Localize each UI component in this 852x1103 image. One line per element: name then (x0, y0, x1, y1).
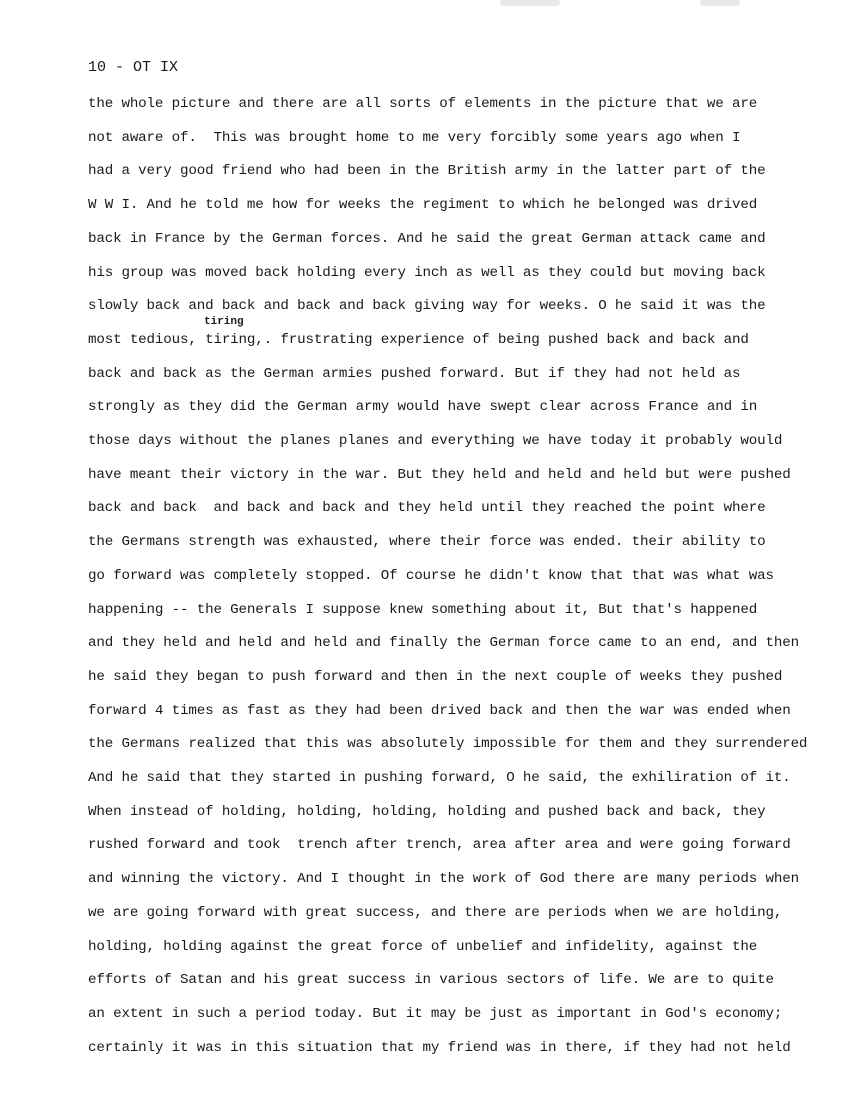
text-line: back and back as the German armies pushed forward. But if they had not held as (88, 366, 741, 382)
text-line: had a very good friend who had been in the British army in the latter part of the (88, 163, 766, 179)
text-line: slowly back and back and back and back giving way for weeks. O he said it was the (88, 298, 766, 314)
text-line: W W I. And he told me how for weeks the regiment to which he belonged was drived (88, 197, 758, 213)
scan-smudge (500, 0, 560, 6)
text-line: strongly as they did the German army would have swept clear across France and in (88, 399, 758, 415)
text-line: an extent in such a period today. But it may be just as important in God's economy; (88, 1006, 783, 1022)
text-line: his group was moved back holding every inch as well as they could but moving back (88, 265, 766, 281)
text-line: happening -- the Generals I suppose knew something about it, But that's happened (88, 602, 758, 618)
text-line: he said they began to push forward and then in the next couple of weeks they pushed (88, 669, 783, 685)
text-line: When instead of holding, holding, holding, holding and pushed back and back, they (88, 804, 766, 820)
text-line: the Germans strength was exhausted, where their force was ended. their ability to (88, 534, 766, 550)
text-line: those days without the planes planes and everything we have today it probably would (88, 433, 783, 449)
text-line: efforts of Satan and his great success in various sectors of life. We are to quite (88, 972, 774, 988)
text-line: rushed forward and took trench after trench, area after area and were going forward (88, 837, 791, 853)
text-line: certainly it was in this situation that my friend was in there, if they had not held (88, 1040, 791, 1056)
text-line: holding, holding against the great force of unbelief and infidelity, against the (88, 939, 758, 955)
text-line: have meant their victory in the war. But they held and held and held but were pushed (88, 467, 791, 483)
text-line: and they held and held and held and finally the German force came to an end, and then (88, 635, 799, 651)
text-line: the Germans realized that this was absolutely impossible for them and they surrendered (88, 736, 808, 752)
text-line: go forward was completely stopped. Of course he didn't know that that was what was (88, 568, 774, 584)
text-line: and winning the victory. And I thought in the work of God there are many periods when (88, 871, 799, 887)
text-line: back and back and back and back and they held until they reached the point where (88, 500, 766, 516)
text-line: forward 4 times as fast as they had been drived back and then the war was ended when (88, 703, 791, 719)
text-line: most tedious, tiring,. frustrating experience of being pushed back and back and (88, 332, 749, 348)
text-line: back in France by the German forces. And he said the great German attack came and (88, 231, 766, 247)
scan-smudge (700, 0, 740, 6)
text-line: the whole picture and there are all sorts of elements in the picture that we are (88, 96, 758, 112)
text-line: we are going forward with great success, and there are periods when we are holding, (88, 905, 783, 921)
interlinear-insert: tiring (204, 316, 244, 328)
text-line: And he said that they started in pushing forward, O he said, the exhiliration of it. (88, 770, 791, 786)
page-header: 10 - OT IX (88, 59, 179, 76)
text-line: not aware of. This was brought home to me very forcibly some years ago when I (88, 130, 741, 146)
